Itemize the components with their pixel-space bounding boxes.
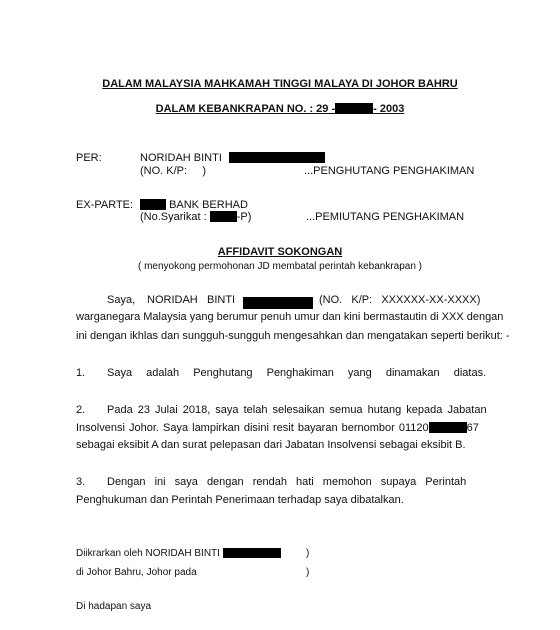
syarikat-prefix: (No.Syarikat : xyxy=(140,211,207,223)
bank-name-redaction xyxy=(140,199,166,210)
para2-number: 2. xyxy=(76,404,86,416)
footer-name-redaction xyxy=(223,548,281,558)
per-name-line xyxy=(140,152,325,164)
exparte-syarikat-line xyxy=(140,211,251,223)
per-name: NORIDAH BINTI xyxy=(140,152,222,164)
case-number-redaction xyxy=(335,103,373,114)
intro-name: NORIDAH xyxy=(147,294,198,306)
intro-line3: ini dengan ikhlas dan sungguh-sungguh mengesahkan dan mengatakan seperti berikut: - xyxy=(76,330,510,342)
per-kp: (NO. K/P: ) xyxy=(140,165,207,177)
footer-line3: Di hadapan saya xyxy=(76,601,152,612)
para2-line1: Pada 23 Julai 2018, saya telah selesaikan semua hutang kepada Jabatan xyxy=(107,404,487,416)
exparte-role: ...PEMIUTANG PENGHAKIMAN xyxy=(306,211,465,223)
case-number-prefix: DALAM KEBANKRAPAN NO. : 29 - xyxy=(155,103,336,115)
intro-name-redaction xyxy=(243,294,313,312)
affidavit-subtitle: ( menyokong permohonan JD membatal perintah kebankrapan ) xyxy=(137,261,423,272)
para1-text: Saya adalah Penghutang Penghakiman yang dinamakan diatas. xyxy=(107,367,487,379)
receipt-number-suffix: 67 xyxy=(466,422,479,434)
court-title: DALAM MALAYSIA MAHKAMAH TINGGI MALAYA DI JOHOR BAHRU xyxy=(102,78,458,90)
syarikat-redaction xyxy=(210,211,237,222)
para3-line2: Penghukuman dan Perintah Penerimaan terhadap saya dibatalkan. xyxy=(76,494,404,506)
para1-number: 1. xyxy=(76,367,86,379)
exparte-label: EX-PARTE: xyxy=(76,199,134,211)
affidavit-title: AFFIDAVIT SOKONGAN xyxy=(217,246,343,258)
intro-kp: (NO. K/P: XXXXXX-XX-XXXX) xyxy=(319,294,481,306)
para3-line1: Dengan ini saya dengan rendah hati memohon supaya Perintah xyxy=(107,476,467,488)
footer-line1 xyxy=(76,548,281,559)
case-number-line xyxy=(0,103,560,115)
intro-line2: warganegara Malaysia yang berumur penuh umur dan kini bermastautin di XXX dengan xyxy=(76,311,504,323)
per-role: ...PENGHUTANG PENGHAKIMAN xyxy=(304,165,475,177)
exparte-bank: BANK BERHAD xyxy=(169,199,248,211)
footer-paren-2: ) xyxy=(306,567,310,578)
para2-line3: sebagai eksibit A dan surat pelepasan dari Jabatan Insolvensi sebagai eksibit B. xyxy=(76,439,466,451)
footer-sworn-by: Diikrarkan oleh NORIDAH BINTI xyxy=(76,548,220,559)
para2-line2 xyxy=(76,422,479,434)
per-name-redaction xyxy=(229,152,325,163)
footer-paren-1: ) xyxy=(306,548,310,559)
syarikat-suffix: -P) xyxy=(236,211,252,223)
footer-line2: di Johor Bahru, Johor pada xyxy=(76,567,197,578)
exparte-bank-line xyxy=(140,199,248,211)
para3-number: 3. xyxy=(76,476,86,488)
receipt-number-prefix: Insolvensi Johor. Saya lampirkan disini resit bayaran bernombor 01120 xyxy=(76,422,429,434)
intro-saya: Saya, xyxy=(107,294,136,306)
receipt-number-redaction xyxy=(429,422,467,433)
per-label: PER: xyxy=(76,152,102,164)
case-number-suffix: - 2003 xyxy=(373,103,405,115)
intro-binti: BINTI xyxy=(207,294,236,306)
